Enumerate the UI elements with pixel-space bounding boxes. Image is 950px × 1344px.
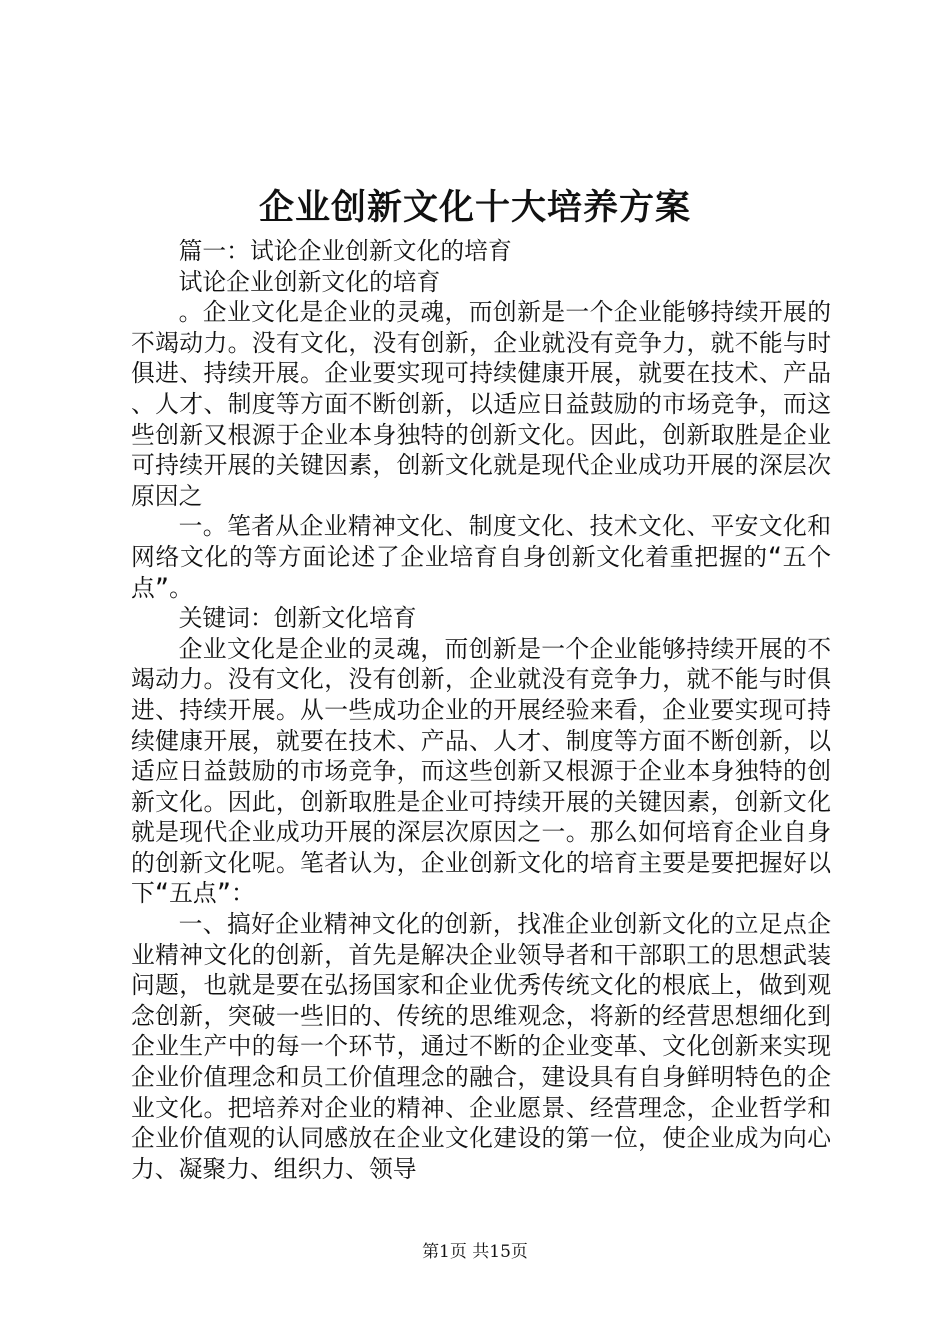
intro-paragraph: 企业文化是企业的灵魂，而创新是一个企业能够持续开展的不竭动力。没有文化，没有创新，企业就没有竞争力，就不能与时俱进、持续开展。从一些成功企业的开展经验来看，企业要实现可持续健康开展，就要在技术、产品、人才、制度等方面不断创新，以适应日益鼓励的市场竞争，而这些创新又根源于企业本身独特的创新文化。因此，创新取胜是企业可持续开展的关键因素，创新文化就是现代企业成功开展的深层次原因之一。那么如何培育企业自身的创新文化呢。笔者认为，企业创新文化的培育主要是要把握好以下“五点”： xyxy=(131,634,831,908)
section-heading: 篇一：试论企业创新文化的培育 xyxy=(178,237,512,265)
point-one-paragraph: 一、搞好企业精神文化的创新，找准企业创新文化的立足点企业精神文化的创新，首先是解决企业领导者和干部职工的思想武装问题，也就是要在弘扬国家和企业优秀传统文化的根底上，做到观念创新，突破一些旧的、传统的思维观念，将新的经营思想细化到企业生产中的每一个环节，通过不断的企业变革、文化创新来实现企业价值理念和员工价值理念的融合，建设具有自身鲜明特色的企业文化。把培养对企业的精神、企业愿景、经营理念，企业哲学和企业价值观的认同感放在企业文化建设的第一位，使企业成为向心力、凝聚力、组织力、领导 xyxy=(131,910,831,1183)
abstract-paragraph: 。企业文化是企业的灵魂，而创新是一个企业能够持续开展的不竭动力。没有文化，没有创新，企业就没有竞争力，就不能与时俱进、持续开展。企业要实现可持续健康开展，就要在技术、产品、人才、制度等方面不断创新，以适应日益鼓励的市场竞争，而这些创新又根源于企业本身独特的创新文化。因此，创新取胜是企业可持续开展的关键因素，创新文化就是现代企业成功开展的深层次原因之 xyxy=(131,298,831,510)
keywords-line: 关键词：创新文化培育 xyxy=(178,604,417,633)
document-body xyxy=(131,236,831,1184)
abstract-continuation: 一。笔者从企业精神文化、制度文化、技术文化、平安文化和网络文化的等方面论述了企业培育自身创新文化着重把握的“五个点”。 xyxy=(131,512,831,602)
document-title: 企业创新文化十大培养方案 xyxy=(258,187,691,228)
page-footer: 第1页 共15页 xyxy=(422,1242,528,1262)
article-title: 试论企业创新文化的培育 xyxy=(178,267,441,296)
